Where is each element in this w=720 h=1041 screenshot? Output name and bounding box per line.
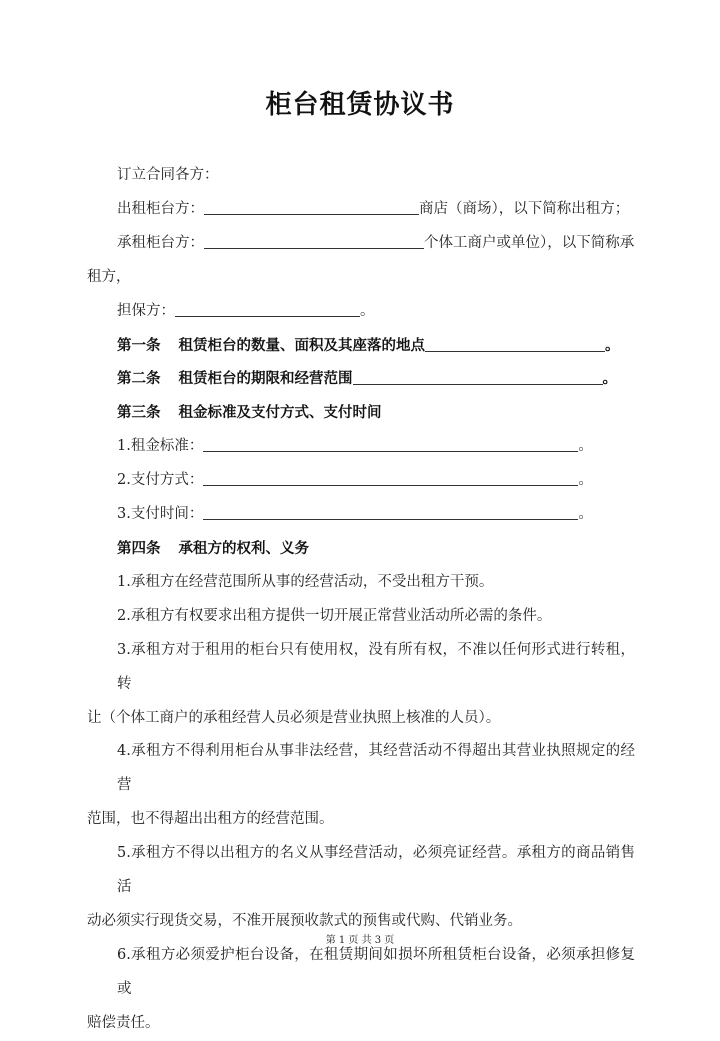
article-1-num: 第一条 (117, 336, 161, 354)
rent-standard-blank[interactable] (203, 437, 578, 452)
lessor-line (87, 193, 635, 227)
lessor-label: 出租柜台方： (117, 200, 204, 217)
lessee-label: 承租柜台方： (117, 234, 204, 251)
guarantor-line (87, 295, 635, 329)
document-title: 柜台租赁协议书 (265, 90, 455, 120)
article-4-num: 第四条 (117, 539, 161, 557)
article-4 (87, 532, 635, 566)
item-label: 1.租金标准： (117, 438, 204, 455)
article-4-text: 承租方的权利、义务 (178, 539, 309, 557)
item-suffix: 。 (578, 472, 593, 489)
article-4-item: 5.承租方不得以出租方的名义从事经营活动，必须亮证经营。承租方的商品销售活 (117, 845, 635, 896)
guarantor-blank[interactable] (175, 302, 360, 317)
article-2-suffix: 。 (602, 370, 617, 388)
guarantor-suffix: 。 (360, 302, 375, 319)
article-2-text: 租赁柜台的期限和经营范围 (178, 370, 353, 388)
article-3-text: 租金标准及支付方式、支付时间 (178, 404, 382, 422)
article-4-item: 3.承租方对于租用的柜台只有使用权，没有所有权，不准以任何形式进行转租，转 (117, 641, 635, 692)
item-label: 3.支付时间： (117, 506, 204, 523)
article-3-item (87, 464, 635, 498)
article-2 (87, 362, 635, 396)
article-4-item: 6.承租方必须爱护柜台设备，在租赁期间如损坏所租赁柜台设备，必须承担修复或 (117, 946, 635, 997)
intro-line: 订立合同各方： (117, 167, 219, 183)
article-4-item: 2.承租方有权要求出租方提供一切开展正常营业活动所必需的条件。 (117, 607, 552, 624)
lessor-suffix: 商店（商场），以下简称出租方； (419, 200, 630, 217)
page-footer: 第 1 页 共 3 页 (325, 935, 395, 946)
lessor-blank[interactable] (204, 200, 419, 215)
lessee-line (87, 227, 635, 261)
lessee-suffix: 个体工商户或单位），以下简称承 (424, 234, 635, 251)
lessee-line-2: 租方， (87, 268, 131, 285)
article-2-num: 第二条 (117, 370, 161, 388)
article-1-suffix: 。 (605, 336, 620, 354)
article-4-item-cont: 动必须实行现货交易，不准开展预收款式的预售或代购、代销业务。 (87, 912, 522, 929)
article-2-blank[interactable] (353, 370, 603, 385)
article-4-item-cont: 让（个体工商户的承租经营人员必须是营业执照上核准的人员）。 (87, 709, 501, 726)
article-3 (87, 396, 635, 430)
lessee-blank[interactable] (204, 234, 424, 249)
article-1-text: 租赁柜台的数量、面积及其座落的地点 (178, 336, 425, 354)
article-4-item-cont: 赔偿责任。 (87, 1014, 160, 1031)
document-body (87, 159, 635, 1041)
item-label: 2.支付方式： (117, 472, 204, 489)
item-suffix: 。 (578, 506, 593, 523)
item-suffix: 。 (578, 438, 593, 455)
article-1-blank[interactable] (425, 337, 605, 352)
payment-method-blank[interactable] (203, 471, 578, 486)
payment-time-blank[interactable] (203, 505, 578, 520)
article-3-item (87, 498, 635, 532)
article-1 (87, 329, 635, 363)
article-3-num: 第三条 (117, 404, 161, 422)
article-3-item (87, 430, 635, 464)
article-4-item: 4.承租方不得利用柜台从事非法经营，其经营活动不得超出其营业执照规定的经营 (117, 743, 635, 794)
article-4-item-cont: 范围，也不得超出出租方的经营范围。 (87, 811, 334, 828)
guarantor-label: 担保方： (117, 302, 175, 319)
article-4-item: 1.承租方在经营范围所从事的经营活动，不受出租方干预。 (117, 573, 494, 590)
